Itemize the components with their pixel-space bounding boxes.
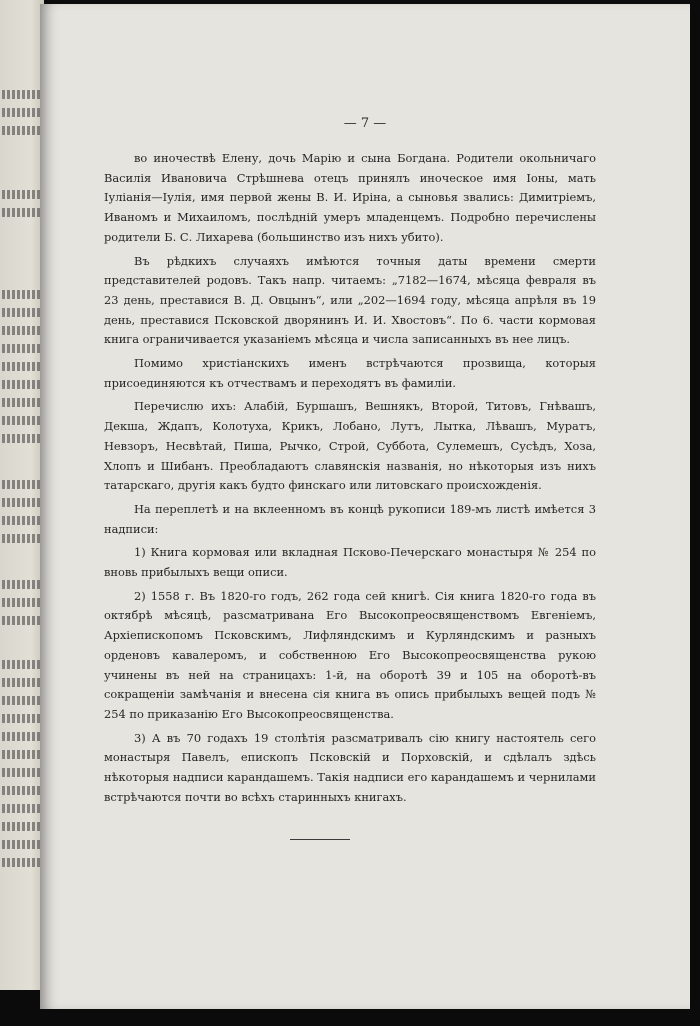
paragraph: 1) Книга кормовая или вкладная Псково-Печерскаго монастыря № 254 по вновь прибылыхъ вещи описи. [104, 545, 596, 580]
end-rule [290, 839, 350, 840]
paragraph: 2) 1558 г. Въ 1820-го годъ, 262 года сей книгѣ. Сія книга 1820-го года въ октябрѣ мѣсяцѣ, разсматривана Его Высокопреосвященствомъ Евгеніемъ, Архіепископомъ Псковскимъ, Лифляндскимъ и Курляндскимъ и разныхъ орденовъ кавалеромъ, и собственною Его Высокопреосвященства рукою учинены въ ней на страницахъ: 1-й, на оборотѣ 39 и 105 на оборотѣ-въ сокращеніи замѣчанія и внесена сія книга въ опись прибылыхъ вещей подъ № 254 по приказанію Его Высокопреосвященства. [104, 588, 596, 721]
paragraph: Перечислю ихъ: Алабій, Буршашъ, Вешнякъ, Второй, Титовъ, Гнѣвашъ, Декша, Ждапъ, Колотуха, Крикъ, Лобано, Лутъ, Лытка, Лѣвашъ, Муратъ, Невзоръ, Несвѣтай, Пиша, Рычко, Строй, Суббота, Сулемешъ, Сусѣдъ, Хоза, Хлопъ и Шибанъ. Преобладаютъ славянскія названія, но нѣкоторыя изъ нихъ татарскаго, другія какъ будто финскаго или литовскаго происхожденія. [104, 399, 596, 493]
book-page [40, 4, 690, 1009]
facing-page-edge [0, 0, 44, 990]
page-number: — 7 — [343, 116, 387, 131]
paragraph: 3) А въ 70 годахъ 19 столѣтія разсматривалъ сію книгу настоятель сего монастыря Павелъ, епископъ Псковскій и Порховскій, и сдѣлалъ здѣсь нѣкоторыя надписи карандашемъ. Такія надписи его карандашемъ и чернилами встрѣчаются почти во всѣхъ старинныхъ книгахъ. [104, 730, 596, 804]
paragraph: На переплетѣ и на вклеенномъ въ концѣ рукописи 189-мъ листѣ имѣется 3 надписи: [104, 501, 596, 536]
paragraph: Помимо христіанскихъ именъ встрѣчаются прозвища, которыя присоединяются къ отчествамъ и переходятъ въ фамиліи. [104, 356, 596, 390]
paragraph: Въ рѣдкихъ случаяхъ имѣются точныя даты времени смерти представителей родовъ. Такъ напр. читаемъ: „7182—1674, мѣсяца февраля въ 23 день, преставися В. Д. Овцынъ“, или „202—1694 году, мѣсяца апрѣля въ 19 день, преставися Псковской дворянинъ И. И. Хвостовъ“. По 6. части кормовая книга ограничивается указаніемъ мѣсяца и числа записанныхъ въ нее лицъ. [104, 253, 596, 347]
paragraph: во иночествѣ Елену, дочь Марію и сына Богдана. Родители окольничаго Василія Ивановича Стрѣшнева отецъ принялъ иноческое имя Іоны, мать Іуліанія—Іулія, имя первой жены В. И. Иріна, а сыновья звались: Димитріемъ, Иваномъ и Михаиломъ, послѣдній умеръ младенцемъ. Подробно перечислены родители Б. С. Лихарева (большинство изъ нихъ убито). [104, 151, 596, 244]
body-text [104, 149, 596, 808]
